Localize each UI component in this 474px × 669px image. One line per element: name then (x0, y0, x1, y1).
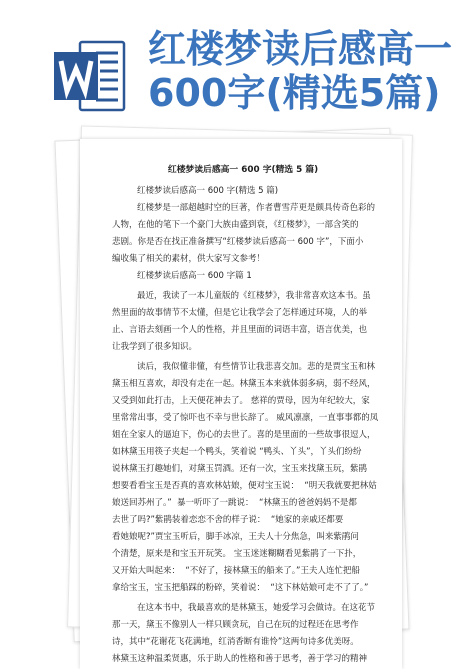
text-line: 里常常出事，受了惊吓也不幸与世长辞了。 威风凛凛，一直事事都的凤 (112, 413, 379, 423)
document-paragraph (112, 183, 374, 200)
text-line: 又受到如此打击，上天便花神去了。 慈祥的贾母，因为年纪较大，家 (112, 396, 370, 406)
text-line: 个清楚，原来是和宝玉开玩笑。 宝玉迷迷糊糊看见紫鹃了一下扑， (112, 549, 362, 559)
document-paragraph (112, 288, 374, 356)
document-paragraph (112, 600, 374, 668)
text-line: 林黛玉这种温柔贤惠，乐于助人的性格和善于思考，善于学习的精神 (112, 654, 368, 664)
document-title: 红楼梦读后感高一 600 字(精选 5 篇) (167, 165, 319, 175)
text-line: 姐在全家人的逼迫下，伤心的去世了。喜的是里面的一些故事很逗人， (112, 430, 376, 440)
text-line: 又开始大叫起来： “不好了，接林黛玉的船来了。”王夫人连忙把船 (112, 566, 360, 576)
section-heading (112, 268, 374, 285)
text-line: 然里面的故事情节不太懂，但是它让我学会了怎样通过环境，人的举 (112, 308, 368, 318)
text-line: 黛玉相互喜欢，却没有走在一起。林黛玉本来就体弱多病，弱不经风， (112, 379, 376, 389)
text-line: 止、言语去刻画一个人的性格，并且里面的词语丰富，语言优美，也 (112, 325, 368, 335)
word-logo-tile (54, 52, 98, 100)
text-line: 读后，我似懂非懂，有些情节让我悲喜交加。悲的是贾宝玉和林 (137, 362, 376, 372)
text-line: 编收集了相关的素材，供大家写文参考！ (112, 254, 266, 264)
text-line: 娘送回苏州了。” 暴一听吓了一跳说： “林黛玉的爸爸妈妈不是都 (112, 498, 357, 508)
text-line: 去世了吗?”紫鹃装着恋恋不舍的样子说： “她家的亲戚还都要 (112, 515, 344, 525)
text-line: 最近，我读了一本儿童版的《红楼梦》，我非常喜欢这本书。虽 (137, 291, 371, 301)
text-line: 红楼梦读后感高一 600 字(精选 5 篇) (137, 186, 279, 196)
text-line: 红楼梦读后感高一 600 字篇 1 (137, 271, 252, 281)
document-preview-page[interactable] (80, 139, 402, 669)
text-line: 如林黛玉用筷子夹起一个鸭头，笑着说 “鸭头、丫头”，丫头们纷纷 (112, 447, 362, 457)
word-document-icon (52, 38, 128, 114)
page-title-line-1: 红楼梦读后感高一 (148, 27, 453, 71)
text-line: 看她娘呢?”贾宝玉听后，脚手冰凉，王夫人十分焦急，叫来紫鹃问 (112, 532, 359, 542)
text-line: 让我学到了很多知识。 (112, 342, 198, 352)
text-line: 说林黛玉打趣她们，对黛玉罚酒。还有一次，宝玉来找黛玉玩，紫鹃 (112, 464, 368, 474)
document-paragraph (112, 200, 374, 268)
document-paragraph (112, 359, 379, 597)
text-line: 悲剧。你是否在找正准备撰写“红楼梦读后感高一 600 字”，下面小 (112, 237, 364, 247)
page-title-line-2: 600字(精选5篇) (148, 71, 441, 115)
text-line: 在这本书中，我最喜欢的是林黛玉，她爱学习会做诗。在这花节 (137, 603, 376, 613)
text-line: 人物，在他的笔下一个豪门大族由盛到衰，《红楼梦》，一部含笑的 (112, 220, 359, 230)
text-line: 诗，其中“花谢花飞花满地，红消香断有谁怜”这两句诗多优美呀。 (112, 637, 359, 647)
text-line: 那一天，黛玉不像别人一样只顾贪玩，自己在玩的过程还在思考作 (112, 620, 359, 630)
text-line: 想要看看宝玉是否真的喜欢林姑娘，便对宝玉说： “明天我就要把林姑 (112, 481, 377, 491)
text-line: 红楼梦是一部超越时空的巨著，作者曹雪芹更是颇具传奇色彩的 (137, 203, 376, 213)
text-line: 拿给宝玉，宝玉把船踩的粉碎，笑着说： “这下林姑娘可走不了了。” (112, 583, 369, 593)
document-body (112, 162, 379, 668)
